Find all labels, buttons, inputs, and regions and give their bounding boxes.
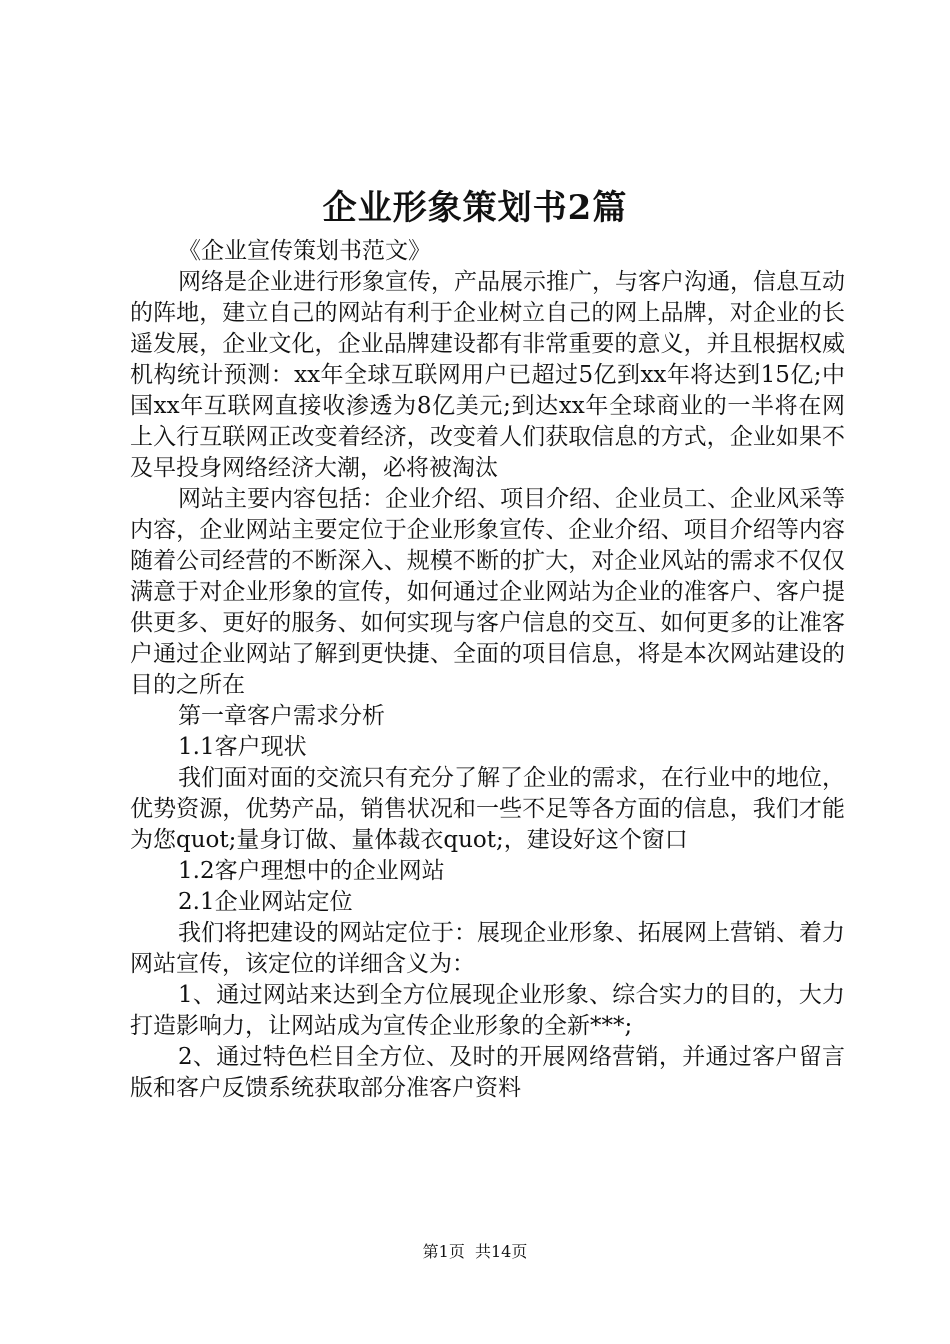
paragraph: 网络是企业进行形象宣传，产品展示推广，与客户沟通，信息互动的阵地，建立自己的网站有利于企业树立自己的网上品牌，对企业的长遥发展，企业文化，企业品牌建设都有非常重要的意义，并且根据权威机构统计预测：xx年全球互联网用户已超过5亿到xx年将达到15亿;中国xx年互联网直接收渗透为8亿美元;到达xx年全球商业的一半将在网上入行互联网正改变着经济，改变着人们获取信息的方式，企业如果不及早投身网络经济大潮，必将被淘汰 xyxy=(130,269,845,481)
list-item: 2、通过特色栏目全方位、及时的开展网络营销，并通过客户留言版和客户反馈系统获取部分准客户资料 xyxy=(130,1044,845,1101)
paragraph: 网站主要内容包括：企业介绍、项目介绍、企业员工、企业风采等内容，企业网站主要定位于企业形象宣传、企业介绍、项目介绍等内容随着公司经营的不断深入、规模不断的扩大，对企业风站的需求不仅仅满意于对企业形象的宣传，如何通过企业网站为企业的准客户、客户提供更多、更好的服务、如何实现与客户信息的交互、如何更多的让准客户通过企业网站了解到更快捷、全面的项目信息，将是本次网站建设的目的之所在 xyxy=(130,486,845,698)
chapter-heading: 第一章客户需求分析 xyxy=(178,703,385,729)
section-heading: 1.2客户理想中的企业网站 xyxy=(178,858,445,884)
page-footer: 第1页 共14页 xyxy=(422,1242,528,1261)
document-body xyxy=(130,236,845,1104)
paragraph: 我们将把建设的网站定位于：展现企业形象、拓展网上营销、着力网站宣传，该定位的详细含义为： xyxy=(130,920,845,977)
paragraph: 我们面对面的交流只有充分了解了企业的需求，在行业中的地位，优势资源，优势产品，销售状况和一些不足等各方面的信息，我们才能为您quot;量身订做、量体裁衣quot;，建设好这个窗口 xyxy=(130,765,845,853)
page-title: 企业形象策划书2篇 xyxy=(322,188,628,228)
section-heading: 2.1企业网站定位 xyxy=(178,889,353,915)
list-item: 1、通过网站来达到全方位展现企业形象、综合实力的目的，大力打造影响力，让网站成为宣传企业形象的全新***; xyxy=(130,982,845,1039)
paragraph-subtitle: 《企业宣传策划书范文》 xyxy=(178,238,431,264)
section-heading: 1.1客户现状 xyxy=(178,734,307,760)
